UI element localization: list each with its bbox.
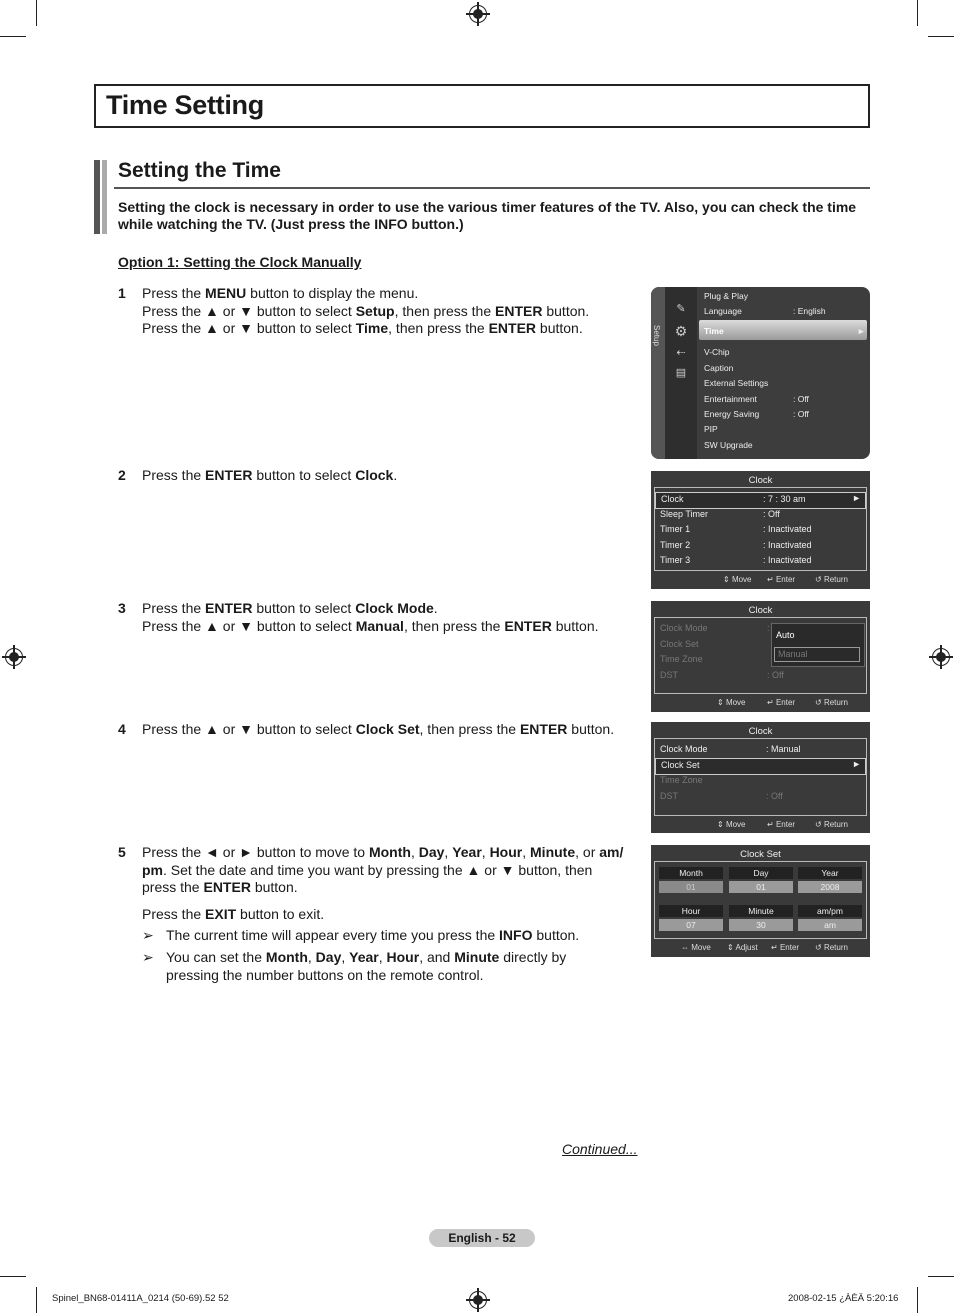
crop-mark <box>0 36 26 37</box>
month-field[interactable]: 01 <box>659 881 723 893</box>
menu-item-language-value: : English <box>793 306 826 316</box>
minute-header: Minute <box>729 905 793 917</box>
row-time-zone[interactable]: Time Zone <box>660 775 703 785</box>
panel-title: Clock Set <box>740 849 781 860</box>
step-4: 4 Press the ▲ or ▼ button to select Clock Set, then press the ENTER button. <box>118 721 615 737</box>
month-header: Month <box>659 867 723 879</box>
footer-file-info: Spinel_BN68-01411A_0214 (50-69).52 52 <box>52 1293 229 1304</box>
menu-icon-column <box>665 287 697 459</box>
year-field[interactable]: 2008 <box>798 881 862 893</box>
step-number: 4 <box>118 721 126 737</box>
registration-mark-icon <box>469 5 487 23</box>
application-icon: ▤ <box>675 367 687 379</box>
row-timer-2[interactable]: Timer 2 : Inactivated <box>660 540 812 550</box>
page-title: Time Setting <box>106 90 264 120</box>
page-number-badge: English - 52 <box>429 1229 535 1247</box>
clock-set-screenshot <box>651 722 870 833</box>
note-arrow-icon: ➢ <box>142 927 154 943</box>
row-clock-set[interactable]: Clock Set ► <box>655 758 866 775</box>
option-manual: Manual <box>778 649 808 659</box>
row-clock-set[interactable]: Clock Set <box>660 639 699 649</box>
minute-field[interactable]: 30 <box>729 919 793 931</box>
registration-mark-icon <box>469 1291 487 1309</box>
row-clock-mode[interactable]: Clock Mode : Manual <box>660 744 801 754</box>
return-hint: ↺ Return <box>815 575 848 584</box>
row-clock-mode[interactable]: Clock Mode : <box>660 623 770 633</box>
row-clock[interactable]: Clock : 7 : 30 am ► <box>655 492 866 509</box>
crop-mark <box>917 1287 918 1313</box>
hour-header: Hour <box>659 905 723 917</box>
option-auto[interactable]: Auto <box>776 630 795 640</box>
crop-mark <box>917 0 918 26</box>
enter-hint: ↵ Enter <box>767 820 796 829</box>
move-hint: ⇕ Move <box>723 575 752 584</box>
footer-timestamp: 2008-02-15 ¿ÀÈÄ 5:20:16 <box>788 1293 899 1304</box>
day-header: Day <box>729 867 793 879</box>
row-timer-3[interactable]: Timer 3 : Inactivated <box>660 555 812 565</box>
ampm-header: am/pm <box>798 905 862 917</box>
panel-body <box>654 617 867 694</box>
row-timer-1[interactable]: Timer 1 : Inactivated <box>660 524 812 534</box>
menu-item-time[interactable]: Time <box>704 326 724 336</box>
enter-hint: ↵ Enter <box>767 698 796 707</box>
adjust-hint: ⇕ Adjust <box>727 943 758 952</box>
chevron-right-icon: ► <box>852 493 861 503</box>
return-hint: ↺ Return <box>815 820 848 829</box>
menu-item-entertainment-value: : Off <box>793 394 809 404</box>
chevron-right-icon: ► <box>857 326 866 336</box>
menu-item-language[interactable]: Language <box>704 306 742 316</box>
menu-item-entertainment[interactable]: Entertainment <box>704 394 757 404</box>
step-5: 5 Press the ◄ or ► button to move to Month, Day, Year, Hour, Minute, or am/ pm. Set the date and time you want by pressing the ▲ or ▼ button, then press the ENTER button. Press the EXIT button to exit. <box>118 844 624 922</box>
note-1: ➢ The current time will appear every time you press the INFO button. <box>142 927 580 943</box>
picture-icon: ✎ <box>676 303 686 315</box>
panel-title: Clock <box>748 475 773 486</box>
row-sleep-timer[interactable]: Sleep Timer : Off <box>660 509 780 519</box>
step-2: 2 Press the ENTER button to select Clock. <box>118 467 398 483</box>
chevron-right-icon: ► <box>852 759 861 769</box>
row-time-zone[interactable]: Time Zone <box>660 654 703 664</box>
setup-menu-screenshot <box>651 287 870 459</box>
ampm-field[interactable]: am <box>798 919 862 931</box>
setup-side-strip: Setup <box>651 287 665 459</box>
intro-paragraph: Setting the clock is necessary in order to use the various timer features of the TV. Also, you can check the time while watching the TV. (Just press the INFO button.) <box>118 199 857 232</box>
menu-item-caption[interactable]: Caption <box>704 363 734 373</box>
gear-icon: ⚙ <box>674 323 688 339</box>
enter-hint: ↵ Enter <box>771 943 800 952</box>
row-dst[interactable]: DST : Off <box>660 670 784 680</box>
crop-mark <box>36 0 37 26</box>
option-heading: Option 1: Setting the Clock Manually <box>118 254 362 270</box>
registration-mark-icon <box>932 648 950 666</box>
move-hint: ⇕ Move <box>717 820 746 829</box>
clock-mode-dropdown[interactable] <box>771 623 865 667</box>
panel-body <box>654 861 867 939</box>
panel-title: Clock <box>748 726 773 737</box>
clock-set-datetime-screenshot <box>651 845 870 957</box>
page-title-box <box>94 84 870 128</box>
step-3: 3 Press the ENTER button to select Clock Mode. Press the ▲ or ▼ button to select Manual, then press the ENTER button. <box>118 600 599 634</box>
step-number: 5 <box>118 844 126 860</box>
crop-mark <box>928 36 954 37</box>
menu-item-plug-play[interactable]: Plug & Play <box>704 291 748 301</box>
move-hint: ⇕ Move <box>717 698 746 707</box>
enter-hint: ↵ Enter <box>767 575 796 584</box>
row-dst[interactable]: DST : Off <box>660 791 783 801</box>
panel-body <box>654 487 867 571</box>
note-arrow-icon: ➢ <box>142 949 154 965</box>
registration-mark-icon <box>5 648 23 666</box>
menu-item-pip: PIP <box>704 424 718 434</box>
menu-item-external-settings[interactable]: External Settings <box>704 378 769 388</box>
step-number: 2 <box>118 467 126 483</box>
step-number: 3 <box>118 600 126 616</box>
clock-mode-screenshot <box>651 601 870 712</box>
panel-title: Clock <box>748 605 773 616</box>
panel-body <box>654 738 867 816</box>
menu-item-v-chip[interactable]: V-Chip <box>704 347 730 357</box>
option-manual-box[interactable] <box>774 647 860 662</box>
setup-menu-list <box>699 287 870 459</box>
step-number: 1 <box>118 285 126 301</box>
menu-item-energy-saving[interactable]: Energy Saving <box>704 409 760 419</box>
hour-field[interactable]: 07 <box>659 919 723 931</box>
note-2: ➢ You can set the Month, Day, Year, Hour, and Minute directly by pressing the number buttons on the remote control. <box>142 949 567 983</box>
move-hint: ⇔ Move <box>681 943 711 952</box>
section-divider <box>114 187 870 189</box>
crop-mark <box>928 1276 954 1277</box>
crop-mark <box>0 1276 26 1277</box>
section-bar <box>94 160 100 234</box>
section-title: Setting the Time <box>118 159 281 182</box>
return-hint: ↺ Return <box>815 943 848 952</box>
crop-mark <box>36 1287 37 1313</box>
menu-item-energy-saving-value: : Off <box>793 409 809 419</box>
return-hint: ↺ Return <box>815 698 848 707</box>
section-bar <box>102 160 107 234</box>
continued-label: Continued... <box>562 1141 638 1157</box>
day-field[interactable]: 01 <box>729 881 793 893</box>
menu-item-sw-upgrade[interactable]: SW Upgrade <box>704 440 753 450</box>
clock-menu-screenshot <box>651 471 870 589</box>
input-icon: ⇠ <box>676 347 686 359</box>
step-1: 1 Press the MENU button to display the menu. Press the ▲ or ▼ button to select Setup, then press the ENTER button. Press the ▲ or ▼ button to select Time, then press the ENTER button. <box>118 285 590 336</box>
year-header: Year <box>798 867 862 879</box>
menu-highlight <box>699 320 867 340</box>
